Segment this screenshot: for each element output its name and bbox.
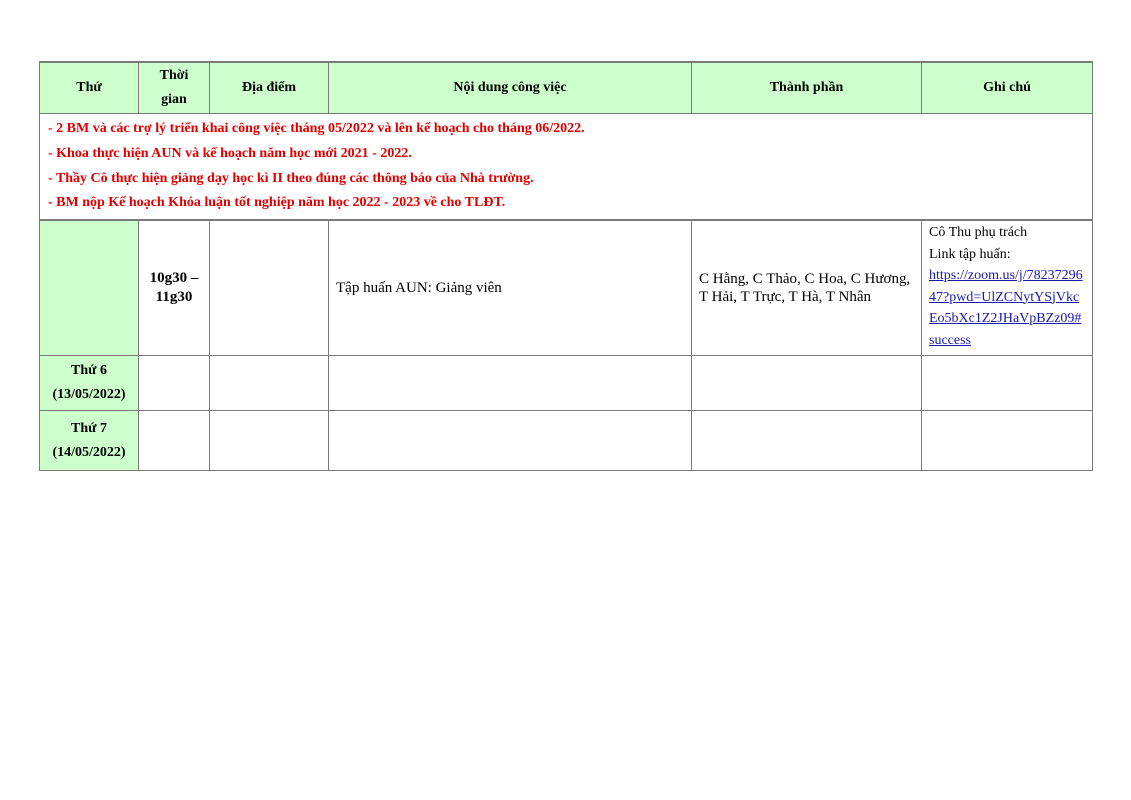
note-line: - Khoa thực hiện AUN và kế hoạch năm học mới 2021 - 2022. bbox=[48, 145, 412, 161]
note-owner: Cô Thu phụ trách bbox=[929, 225, 1028, 240]
content-cell: Tập huấn AUN: Giảng viên bbox=[329, 220, 692, 356]
note-cell bbox=[922, 220, 1093, 356]
members-cell: C Hằng, C Thảo, C Hoa, C Hương, T Hải, T Trực, T Hà, T Nhân bbox=[692, 220, 922, 356]
day-date: (13/05/2022) bbox=[52, 387, 126, 402]
table-row bbox=[40, 411, 1093, 471]
header-members: Thành phần bbox=[692, 62, 922, 114]
place-cell bbox=[210, 411, 329, 471]
note-line: - Thầy Cô thực hiện giảng dạy học kì II theo đúng các thông báo của Nhà trường. bbox=[48, 170, 534, 186]
table-row bbox=[40, 356, 1093, 411]
time-cell bbox=[139, 356, 210, 411]
note-cell bbox=[922, 356, 1093, 411]
table-row bbox=[40, 220, 1093, 356]
note-line: - 2 BM và các trợ lý triển khai công việc tháng 05/2022 và lên kế hoạch cho tháng 06/2022. bbox=[48, 121, 585, 136]
header-note: Ghi chú bbox=[922, 62, 1093, 114]
members-cell bbox=[692, 411, 922, 471]
content-cell bbox=[329, 356, 692, 411]
day-label: Thứ 7 bbox=[70, 420, 108, 436]
day-cell bbox=[40, 356, 139, 411]
place-cell bbox=[210, 356, 329, 411]
header-time: Thời gian bbox=[139, 62, 210, 114]
content-cell bbox=[329, 411, 692, 471]
table-header-row bbox=[40, 62, 1093, 114]
header-day: Thứ bbox=[40, 62, 139, 114]
notes-cell bbox=[40, 114, 1093, 221]
members-cell bbox=[692, 356, 922, 411]
note-cell bbox=[922, 411, 1093, 471]
time-cell bbox=[139, 411, 210, 471]
note-link-label: Link tập huấn: bbox=[929, 246, 1011, 262]
day-cell bbox=[40, 220, 139, 356]
schedule-table bbox=[39, 61, 1093, 471]
header-content: Nội dung công việc bbox=[329, 62, 692, 114]
day-date: (14/05/2022) bbox=[52, 444, 126, 460]
note-line: - BM nộp Kế hoạch Khóa luận tốt nghiệp năm học 2022 - 2023 về cho TLĐT. bbox=[48, 195, 506, 211]
day-cell bbox=[40, 411, 139, 471]
zoom-link[interactable]: https://zoom.us/j/7823729647?pwd=UlZCNytYSjVkcEo5bXc1Z2JHaVpBZz09#success bbox=[929, 268, 1083, 348]
header-place: Địa điểm bbox=[210, 62, 329, 114]
notes-row bbox=[40, 114, 1093, 221]
time-cell: 10g30 – 11g30 bbox=[139, 220, 210, 356]
day-label: Thứ 6 bbox=[70, 363, 108, 378]
place-cell bbox=[210, 220, 329, 356]
